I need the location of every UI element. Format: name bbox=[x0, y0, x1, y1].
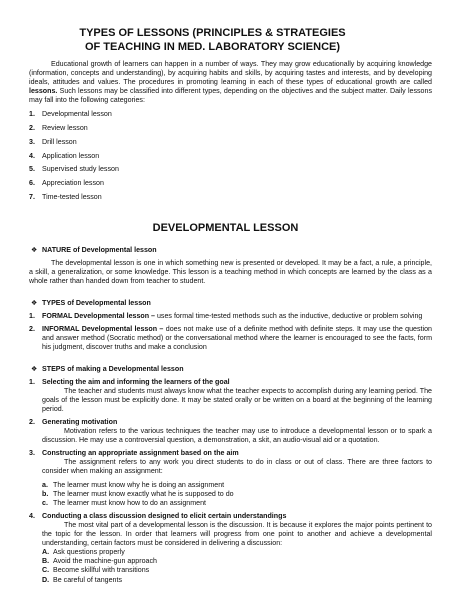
sub-list-item bbox=[29, 576, 432, 585]
list-label: Application lesson bbox=[42, 151, 100, 160]
sub-text: Be careful of tangents bbox=[53, 575, 123, 584]
sub-text: The learner must know how to do an assignment bbox=[53, 498, 206, 507]
diamond-bullet-icon: ❖ bbox=[31, 365, 38, 373]
list-number: 5. bbox=[29, 165, 35, 174]
step-text: Motivation refers to the various techniques the teacher may use to introduce a developmental lesson or to spark a discussion. He may use a controversial question, a demonstration, a skit, an audio-visual aid or a quotation. bbox=[42, 427, 432, 445]
steps-heading bbox=[29, 365, 432, 374]
type-name: INFORMAL Developmental lesson – bbox=[42, 325, 164, 334]
list-number: 2. bbox=[29, 418, 35, 426]
nature-paragraph: The developmental lesson is one in which something new is presented or developed. It may be a fact, a rule, a principle, a skill, a generalization, or some knowledge. This lesson is a teaching method in which concepts are learned by the class as a whole rather than handed down from teacher to student. bbox=[29, 258, 432, 285]
sub-list-item bbox=[29, 557, 432, 566]
list-number: 7. bbox=[29, 192, 35, 201]
step-item-3 bbox=[29, 449, 432, 476]
types-heading bbox=[29, 299, 432, 308]
title-line-1: TYPES OF LESSONS (PRINCIPLES & STRATEGIES bbox=[79, 27, 346, 39]
type-description: does not make use of a definite method with definite steps. It may use the question and answer method (Socratic method) or the conversational method where the learner is encouraged to see the facts, form his judgment, discover truths and make a conclusion bbox=[42, 325, 432, 352]
list-label: Appreciation lesson bbox=[42, 178, 104, 187]
list-number: 3. bbox=[29, 449, 35, 458]
type-description: uses formal time-tested methods such as the inductive, deductive or problem solving bbox=[155, 312, 423, 321]
diamond-bullet-icon: ❖ bbox=[31, 300, 38, 308]
sub-text: The learner must know why he is doing an assignment bbox=[53, 480, 225, 489]
list-label: Drill lesson bbox=[42, 137, 77, 146]
list-item bbox=[29, 179, 432, 188]
step-item-1 bbox=[29, 378, 432, 414]
type-item-formal bbox=[29, 312, 432, 321]
sub-text: The learner must know exactly what he is supposed to do bbox=[53, 489, 234, 498]
sub-letter: A. bbox=[42, 548, 50, 557]
list-number: 4. bbox=[29, 151, 35, 160]
sub-text: Ask questions properly bbox=[53, 548, 125, 557]
intro-text-2: Such lessons may be classified into different types, depending on the objectives and the subject matter. Daily lessons may fall into the following categories: bbox=[29, 87, 432, 105]
step-item-4 bbox=[29, 512, 432, 548]
sub-letter: b. bbox=[42, 489, 49, 498]
list-number: 3. bbox=[29, 137, 35, 146]
step-item-2 bbox=[29, 418, 432, 445]
sub-letter: c. bbox=[42, 498, 48, 507]
sub-text: Become skillful with transitions bbox=[53, 566, 150, 575]
intro-paragraph bbox=[29, 60, 432, 105]
sub-list-item bbox=[29, 566, 432, 575]
step-title: Constructing an appropriate assignment based on the aim bbox=[42, 449, 239, 458]
step-text: The assignment refers to any work you direct students to do in class or out of class. There are three factors to consider when making an assignment: bbox=[42, 458, 432, 476]
document-title bbox=[29, 26, 432, 54]
list-number: 1. bbox=[29, 312, 35, 321]
list-label: Review lesson bbox=[42, 124, 88, 133]
list-item bbox=[29, 165, 432, 174]
step-title: Generating motivation bbox=[42, 418, 118, 426]
sub-list-item bbox=[29, 548, 432, 557]
diamond-bullet-icon: ❖ bbox=[31, 246, 38, 254]
title-line-2: OF TEACHING IN MED. LABORATORY SCIENCE) bbox=[84, 41, 341, 53]
list-item bbox=[29, 124, 432, 133]
lesson-categories-list bbox=[29, 110, 432, 201]
intro-bold-term: lessons. bbox=[29, 87, 58, 96]
list-item bbox=[29, 152, 432, 161]
sub-text: Avoid the machine-gun approach bbox=[53, 557, 157, 566]
sub-list-item bbox=[29, 499, 432, 508]
sub-letter: B. bbox=[42, 557, 50, 566]
list-label: Supervised study lesson bbox=[42, 165, 119, 174]
list-number: 1. bbox=[29, 377, 35, 386]
sub-list-item bbox=[29, 490, 432, 499]
intro-text-1: Educational growth of learners can happen in a number of ways. They may grow educationally by acquiring knowledge (information, concepts and understanding), by acquiring habits and skills, by acquiring tastes and interests, and by developing ideals, attitudes and values. The procedures in promoting learning in each of these types of educational growth are called bbox=[29, 60, 432, 87]
list-number: 2. bbox=[29, 124, 35, 133]
list-label: Developmental lesson bbox=[42, 110, 112, 119]
list-number: 6. bbox=[29, 178, 35, 187]
step-title: Conducting a class discussion designed to elicit certain understandings bbox=[42, 511, 287, 520]
nature-heading-text: NATURE of Developmental lesson bbox=[42, 245, 157, 254]
list-item bbox=[29, 193, 432, 202]
list-number: 2. bbox=[29, 325, 35, 334]
types-heading-text: TYPES of Developmental lesson bbox=[42, 299, 151, 308]
sub-letter: a. bbox=[42, 480, 48, 489]
list-number: 1. bbox=[29, 110, 35, 119]
type-item-informal bbox=[29, 325, 432, 352]
step-text: The most vital part of a developmental lesson is the discussion. It is because it explores the major points pertinent to the topic for the lesson. In order that learners will progress from one point to another and achieve a developmental understanding, certain factors must be considered in delivering a discussion: bbox=[42, 520, 432, 548]
list-number: 4. bbox=[29, 511, 35, 520]
list-label: Time-tested lesson bbox=[42, 192, 102, 201]
sub-letter: C. bbox=[42, 566, 50, 575]
nature-heading bbox=[29, 246, 432, 255]
sub-letter: D. bbox=[42, 575, 50, 584]
sub-list-item bbox=[29, 481, 432, 490]
list-item bbox=[29, 110, 432, 119]
step-title: Selecting the aim and informing the learners of the goal bbox=[42, 377, 230, 386]
type-name: FORMAL Developmental lesson – bbox=[42, 312, 156, 321]
step-text: The teacher and students must always know what the teacher expects to accomplish during any learning period. The goals of the lesson must be explicitly done. It may be stated orally or be written on a board at the beginning of the learning period. bbox=[42, 386, 432, 413]
list-item bbox=[29, 138, 432, 147]
steps-heading-text: STEPS of making a Developmental lesson bbox=[42, 364, 184, 373]
section-title: DEVELOPMENTAL LESSON bbox=[152, 221, 299, 234]
